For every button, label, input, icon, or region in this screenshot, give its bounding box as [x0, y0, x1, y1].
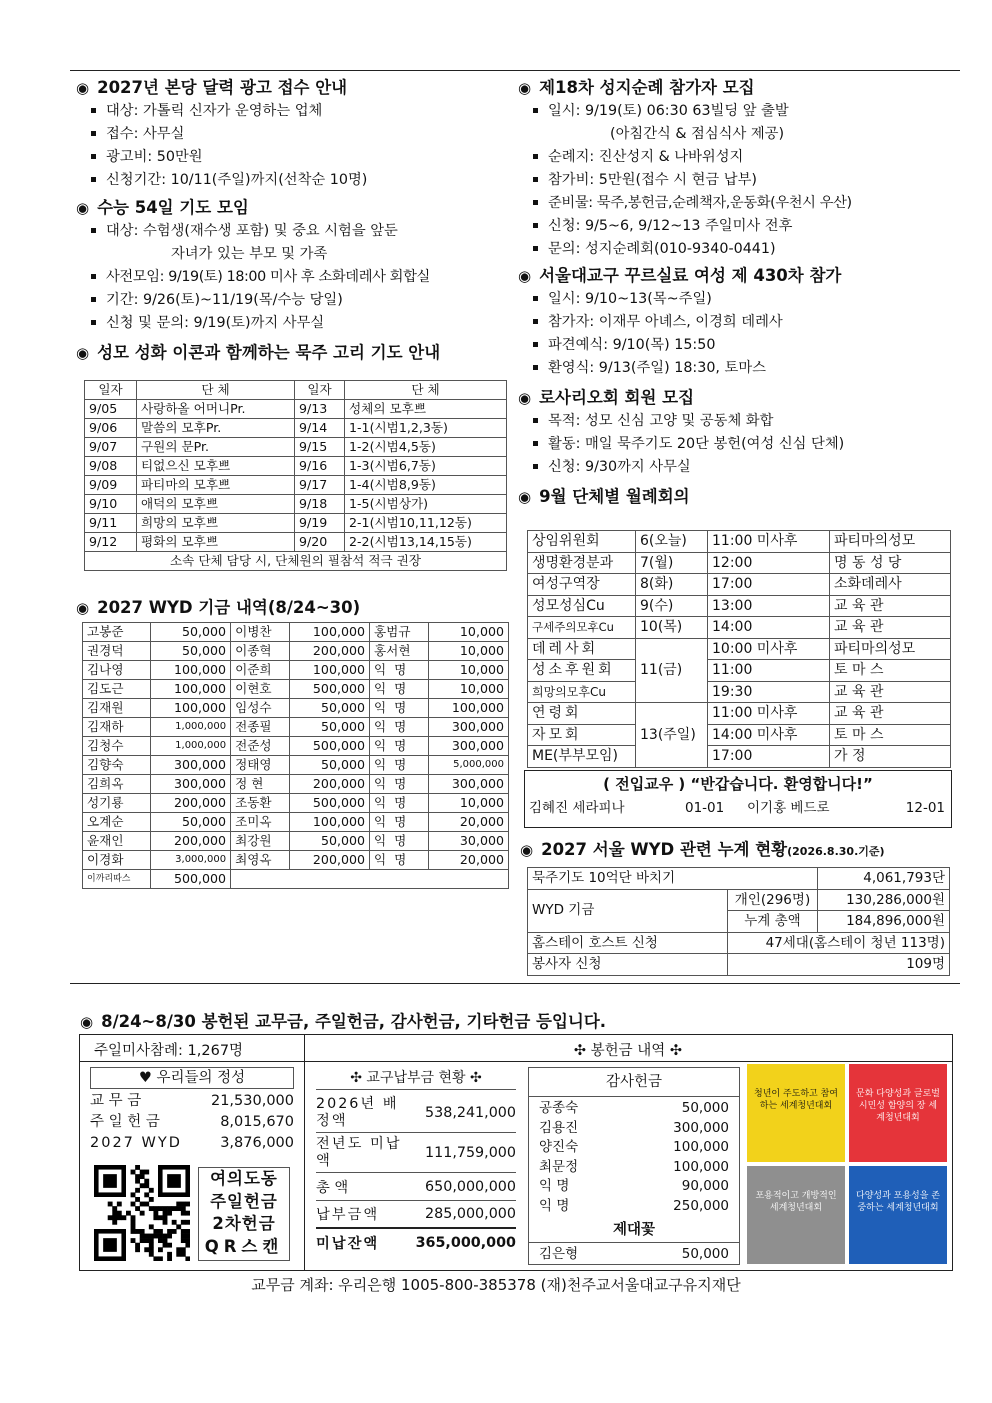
- table-header: 단 체: [137, 381, 295, 400]
- list-item: 문의: 성지순례회(010-9340-0441): [518, 238, 958, 261]
- list-item: 2027 WYD 3,876,000: [90, 1135, 294, 1151]
- table-row: WYD 기금 개인(296명) 130,286,000원: [528, 889, 950, 911]
- table-row: 구세주의모후Cu 10(목) 14:00 교 육 관: [528, 617, 951, 639]
- exam-list: [76, 220, 516, 335]
- newcomer-name: 이기홍 베드로: [747, 800, 830, 816]
- rosary-section-title: ◉ 성모 성화 이콘과 함께하는 묵주 고리 기도 안내: [76, 343, 441, 362]
- rosary-club-list: [518, 410, 958, 479]
- list-item: 활동: 매일 묵주기도 20단 봉헌(여성 신심 단체): [518, 433, 958, 456]
- wyd-fund-table: [82, 622, 509, 889]
- table-row: 9/11 희망의 모후쁘 9/19 2-1(시범10,11,12동): [85, 514, 507, 533]
- wyd-summary-title: ◉ 2027 서울 WYD 관련 누계 현황(2026.8.30.기준): [520, 840, 885, 859]
- table-header: 단 체: [345, 381, 507, 400]
- table-row: 자모회 14:00 미사후 토 마 스: [528, 724, 951, 746]
- table-header: 일자: [295, 381, 345, 400]
- list-item: 총 액 650,000,000: [316, 1173, 516, 1201]
- list-item: 참가자: 이재무 아녜스, 이경희 데레사: [518, 311, 958, 334]
- table-row: 성소후원회 11:00 토 마 스: [528, 660, 951, 682]
- table-row: 고봉준 50,000 이병찬 100,000 홍범규 10,000: [83, 623, 509, 642]
- altar-flowers-title: 제대꽃: [612, 1222, 656, 1238]
- diocese-list: [316, 1093, 516, 1257]
- table-row: 묵주기도 10억단 바치기 4,061,793단: [528, 868, 950, 890]
- list-item: 목적: 성모 신심 고양 및 공동체 화합: [518, 410, 958, 433]
- table-row: 9/07 구원의 문Pr. 9/15 1-2(시범4,5동): [85, 438, 507, 457]
- table-row: 성모성심Cu 9(수) 13:00 교 육 관: [528, 595, 951, 617]
- table-row: 김희옥 300,000 정 현 200,000 익 명 300,000: [83, 775, 509, 794]
- list-item: 양진숙 100,000: [539, 1139, 729, 1155]
- table-row: 9/06 말씀의 모후Pr. 9/14 1-1(시범1,2,3동): [85, 419, 507, 438]
- table-row: 권경덕 50,000 이종혁 200,000 홍서현 10,000: [83, 642, 509, 661]
- offering-heading: ✣ 봉헌금 내역 ✣: [573, 1043, 683, 1059]
- table-row: 오계순 50,000 조미옥 100,000 익 명 20,000: [83, 813, 509, 832]
- list-item: 파견예식: 9/10(목) 15:50: [518, 334, 958, 357]
- table-row: 김나영 100,000 이준희 100,000 익 명 10,000: [83, 661, 509, 680]
- list-item: 공종숙 50,000: [539, 1100, 729, 1116]
- table-note: 소속 단체 담당 시, 단체원의 필참석 적극 권장: [85, 552, 507, 571]
- welcome-title: ( 전입교우 ) “반갑습니다. 환영합니다!”: [603, 775, 873, 793]
- our-devotion-list: [90, 1091, 294, 1154]
- list-item: 김은형 50,000: [529, 1242, 739, 1265]
- list-item: 순례지: 진산성지 & 나바위성지: [518, 146, 958, 169]
- table-row: 누계 총액 184,896,000원: [528, 911, 950, 933]
- diocese-title: ✣ 교구납부금 현황 ✣: [316, 1067, 516, 1090]
- list-item: 신청 및 문의: 9/19(토)까지 사무실: [76, 312, 516, 335]
- list-item: 신청: 9/30까지 사무실: [518, 456, 958, 479]
- list-item: 신청: 9/5~6, 9/12~13 주일미사 전후: [518, 215, 958, 238]
- list-item: 접수: 사무실: [76, 123, 516, 146]
- table-row: 상임위원회 6(오늘) 11:00 미사후 파티마의성모: [528, 531, 951, 553]
- right-column: [518, 76, 958, 509]
- list-item: 광고비: 50만원: [76, 146, 516, 169]
- list-item: 일시: 9/19(토) 06:30 63빌딩 앞 출발: [518, 100, 958, 123]
- list-item-cont: 자녀가 있는 부모 및 가족: [171, 246, 328, 262]
- list-item: 대상: 가톨릭 신자가 운영하는 업체: [76, 100, 516, 123]
- list-item: 최문정 100,000: [539, 1158, 729, 1175]
- list-item: 환영식: 9/13(주일) 18:30, 토마스: [518, 357, 958, 380]
- thanks-list: [529, 1097, 739, 1218]
- rosary-club-section-title: ◉ 로사리오회 회원 모집: [518, 388, 695, 407]
- table-row: 9/05 사랑하올 어머니Pr. 9/13 성체의 모후쁘: [85, 400, 507, 419]
- table-row: 김향숙 300,000 정태영 50,000 익 명 5,000,000: [83, 756, 509, 775]
- mass-attendance: 주일미사참례: 1,267명: [94, 1043, 244, 1059]
- welcome-names: [525, 797, 951, 819]
- table-row: 성기룡 200,000 조동환 500,000 익 명 10,000: [83, 794, 509, 813]
- table-row: 홈스테이 호스트 신청 47세대(홈스테이 청년 113명): [528, 932, 950, 954]
- list-item: 일시: 9/10~13(목~주일): [518, 288, 958, 311]
- ad-section-title: ◉ 2027년 본당 달력 광고 접수 안내: [76, 78, 348, 97]
- list-item-cont: (아침간식 & 점심식사 제공): [610, 126, 785, 142]
- rosary-table: [84, 380, 507, 571]
- meeting-section-title: ◉ 9월 단체별 월례회의: [518, 487, 690, 506]
- list-item: 기간: 9/26(토)~11/19(목/수능 당일): [76, 289, 516, 312]
- list-item: 참가비: 5만원(접수 시 현금 납부): [518, 169, 958, 192]
- newcomer-date: 01-01: [685, 800, 725, 816]
- exam-section-title: ◉ 수능 54일 기도 모임: [76, 198, 249, 217]
- list-item: 사전모임: 9/19(토) 18:00 미사 후 소화데레사 회합실: [76, 266, 516, 289]
- table-row: ME(부부모임) 17:00 가 정: [528, 746, 951, 768]
- list-item: 주 일 헌 금 8,015,670: [90, 1114, 294, 1130]
- qr-caption: 여의도동 주일헌금 2차헌금 QR스캔: [198, 1167, 290, 1261]
- table-row: 김재하 1,000,000 전종필 50,000 익 명 300,000: [83, 718, 509, 737]
- list-item: 익 명 250,000: [539, 1197, 729, 1214]
- table-row: 9/08 티없으신 모후쁘 9/16 1-3(시범6,7동): [85, 457, 507, 476]
- list-item: 교 무 금 21,530,000: [90, 1093, 294, 1109]
- newcomer-date: 12-01: [905, 800, 945, 816]
- table-row: 9/10 애덕의 모후쁘 9/18 1-5(시범상가): [85, 495, 507, 514]
- meeting-table: [527, 530, 951, 768]
- table-row: 9/09 파티마의 모후쁘 9/17 1-4(시범8,9동): [85, 476, 507, 495]
- cursillo-section-title: ◉ 서울대교구 꾸르실료 여성 제 430차 참가: [518, 266, 842, 285]
- list-item: 대상: 수험생(재수생 포함) 및 중요 시험을 앞둔: [76, 220, 516, 243]
- thanks-title: 감사헌금: [529, 1068, 739, 1097]
- puzzle-piece: 청년이 주도하고 참여하는 세계청년대회: [746, 1063, 846, 1163]
- list-item: 김용진 300,000: [539, 1119, 729, 1136]
- table-row: 이까리따스 500,000: [83, 870, 509, 889]
- welcome-box: [524, 770, 952, 828]
- table-row: 생명환경분과 7(월) 12:00 명 동 성 당: [528, 552, 951, 574]
- table-row: 9/12 평화의 모후쁘 9/20 2-2(시범13,14,15동): [85, 533, 507, 552]
- list-item: 준비물: 묵주,봉헌금,순례책자,운동화(우천시 우산): [518, 192, 958, 215]
- list-item: 익 명 90,000: [539, 1178, 729, 1194]
- table-row: 여성구역장 8(화) 17:00 소화데레사: [528, 574, 951, 596]
- list-item: 전년도 미납액 111,759,000: [316, 1133, 516, 1173]
- table-header: 일자: [85, 381, 137, 400]
- table-row: 연령회 13(주일) 11:00 미사후 교 육 관: [528, 703, 951, 725]
- list-item: 미납잔액 365,000,000: [316, 1235, 516, 1252]
- table-row: 희망의모후Cu 19:30 교 육 관: [528, 681, 951, 703]
- our-devotion-title: ♥ 우리들의 정성: [90, 1067, 294, 1089]
- list-item: 신청기간: 10/11(주일)까지(선착순 10명): [76, 169, 516, 192]
- thanks-box: [528, 1067, 740, 1265]
- table-row: 봉사자 신청 109명: [528, 954, 950, 976]
- puzzle-piece: 문화 다양성과 글로벌 시민성 함양의 장 세계청년대회: [848, 1063, 948, 1163]
- left-column: [76, 76, 516, 365]
- puzzle-piece: 다양성과 포용성을 존중하는 세계청년대회: [848, 1165, 948, 1265]
- table-row: 김청수 1,000,000 전준성 500,000 익 명 300,000: [83, 737, 509, 756]
- ad-list: [76, 100, 516, 192]
- table-row: 데레사회 11(금) 10:00 미사후 파티마의성모: [528, 638, 951, 660]
- offering-box: [79, 1034, 953, 1271]
- wyd-section-title: ◉ 2027 WYD 기금 내역(8/24~30): [76, 598, 361, 617]
- table-row: 이경화 3,000,000 최영옥 200,000 익 명 20,000: [83, 851, 509, 870]
- list-item: 2026년 배정액 538,241,000: [316, 1093, 516, 1133]
- wyd-puzzle-image: [746, 1063, 950, 1267]
- list-item: 납부금액 285,000,000: [316, 1201, 516, 1229]
- account-info: 교무금 계좌: 우리은행 1005-800-385378 (재)천주교서울대교구유지재단: [251, 1276, 741, 1294]
- wyd-summary-table: [527, 867, 950, 976]
- cursillo-list: [518, 288, 958, 380]
- pilgrimage-section-title: ◉ 제18차 성지순례 참가자 모집: [518, 78, 755, 97]
- newcomer-name: 김혜진 세라피나: [529, 800, 625, 816]
- table-row: 김재원 100,000 임성수 50,000 익 명 100,000: [83, 699, 509, 718]
- pilgrimage-list: [518, 100, 958, 261]
- puzzle-piece: 포용적이고 개방적인 세계청년대회: [746, 1165, 846, 1265]
- qr-code[interactable]: [94, 1165, 190, 1261]
- offering-section-title: ◉ 8/24~8/30 봉헌된 교무금, 주일헌금, 감사헌금, 기타헌금 등입니다.: [80, 1012, 607, 1031]
- table-row: 김도근 100,000 이현호 500,000 익 명 10,000: [83, 680, 509, 699]
- table-row: 윤재인 200,000 최강원 50,000 익 명 30,000: [83, 832, 509, 851]
